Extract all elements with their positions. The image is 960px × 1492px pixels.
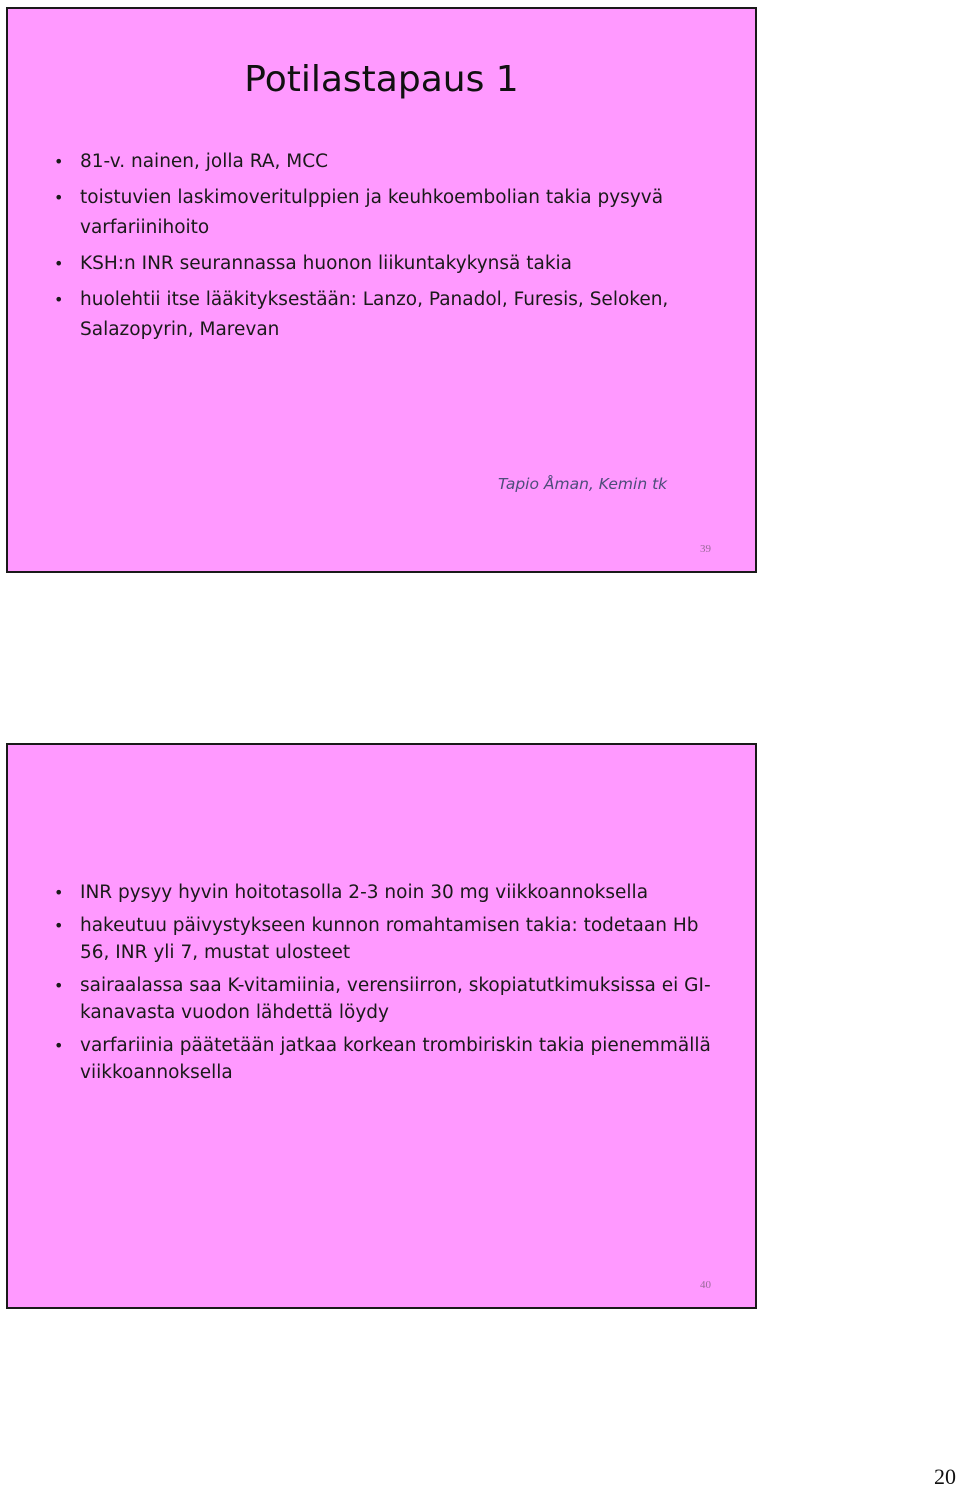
- bullet-item: • 81-v. nainen, jolla RA, MCC: [52, 147, 715, 177]
- bullet-item: • hakeutuu päivystykseen kunnon romahtamisen takia: todetaan Hb 56, INR yli 7, mustat ulosteet: [52, 912, 715, 966]
- slide-number: 39: [700, 543, 711, 555]
- bullet-item: • INR pysyy hyvin hoitotasolla 2-3 noin 30 mg viikkoannoksella: [52, 879, 715, 906]
- slide-number: 40: [700, 1279, 711, 1291]
- slide-40: [6, 743, 757, 1309]
- author-credit: Tapio Åman, Kemin tk: [498, 475, 668, 493]
- bullet-item: • KSH:n INR seurannassa huonon liikuntakykynsä takia: [52, 249, 715, 279]
- bullet-item: • varfariinia päätetään jatkaa korkean trombiriskin takia pienemmällä viikkoannoksella: [52, 1032, 715, 1086]
- slide-39: [6, 7, 757, 573]
- bullet-list: [52, 879, 715, 1092]
- bullet-list: [52, 147, 715, 351]
- page-number: 20: [934, 1464, 956, 1489]
- bullet-item: • huolehtii itse lääkityksestään: Lanzo, Panadol, Furesis, Seloken, Salazopyrin, Marevan: [52, 285, 715, 345]
- bullet-item: • sairaalassa saa K-vitamiinia, verensiirron, skopiatutkimuksissa ei GI-kanavasta vuodon lähdettä löydy: [52, 972, 715, 1026]
- bullet-item: • toistuvien laskimoveritulppien ja keuhkoembolian takia pysyvä varfariinihoito: [52, 183, 715, 243]
- slide-title: Potilastapaus 1: [244, 59, 519, 100]
